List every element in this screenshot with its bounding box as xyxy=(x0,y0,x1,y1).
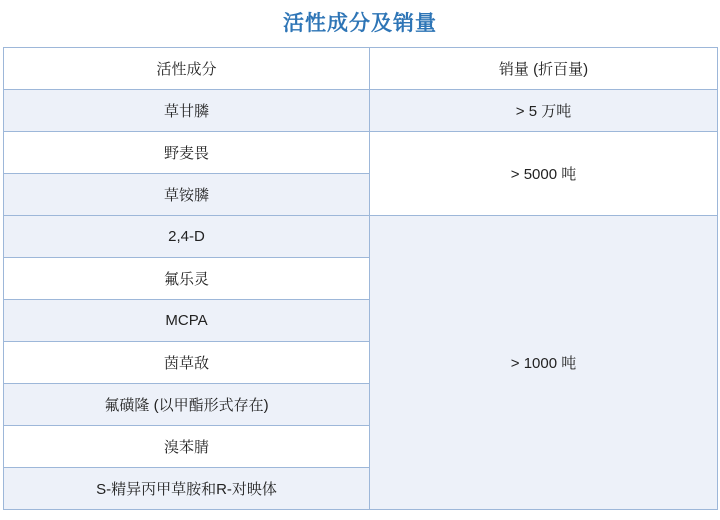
active-ingredient-sales-table xyxy=(3,47,718,510)
column-header-sales: 销量 (折百量) xyxy=(370,48,718,90)
cell-ingredient: 氟乐灵 xyxy=(4,258,370,300)
cell-ingredient: 野麦畏 xyxy=(4,132,370,174)
cell-ingredient: 茵草敌 xyxy=(4,342,370,384)
cell-ingredient: S-精异丙甲草胺和R-对映体 xyxy=(4,468,370,510)
cell-ingredient: 草铵膦 xyxy=(4,174,370,216)
table-header-row xyxy=(4,48,718,90)
cell-ingredient: MCPA xyxy=(4,300,370,342)
table-row xyxy=(4,216,718,258)
page-title: 活性成分及销量 xyxy=(283,12,437,35)
cell-sales-group: > 5000 吨 xyxy=(370,132,718,216)
cell-sales-group: > 5 万吨 xyxy=(370,90,718,132)
table-row xyxy=(4,132,718,174)
cell-ingredient: 氟磺隆 (以甲酯形式存在) xyxy=(4,384,370,426)
cell-ingredient: 溴苯腈 xyxy=(4,426,370,468)
column-header-ingredient: 活性成分 xyxy=(4,48,370,90)
table-row xyxy=(4,90,718,132)
cell-sales-group: > 1000 吨 xyxy=(370,216,718,510)
cell-ingredient: 2,4-D xyxy=(4,216,370,258)
cell-ingredient: 草甘膦 xyxy=(4,90,370,132)
